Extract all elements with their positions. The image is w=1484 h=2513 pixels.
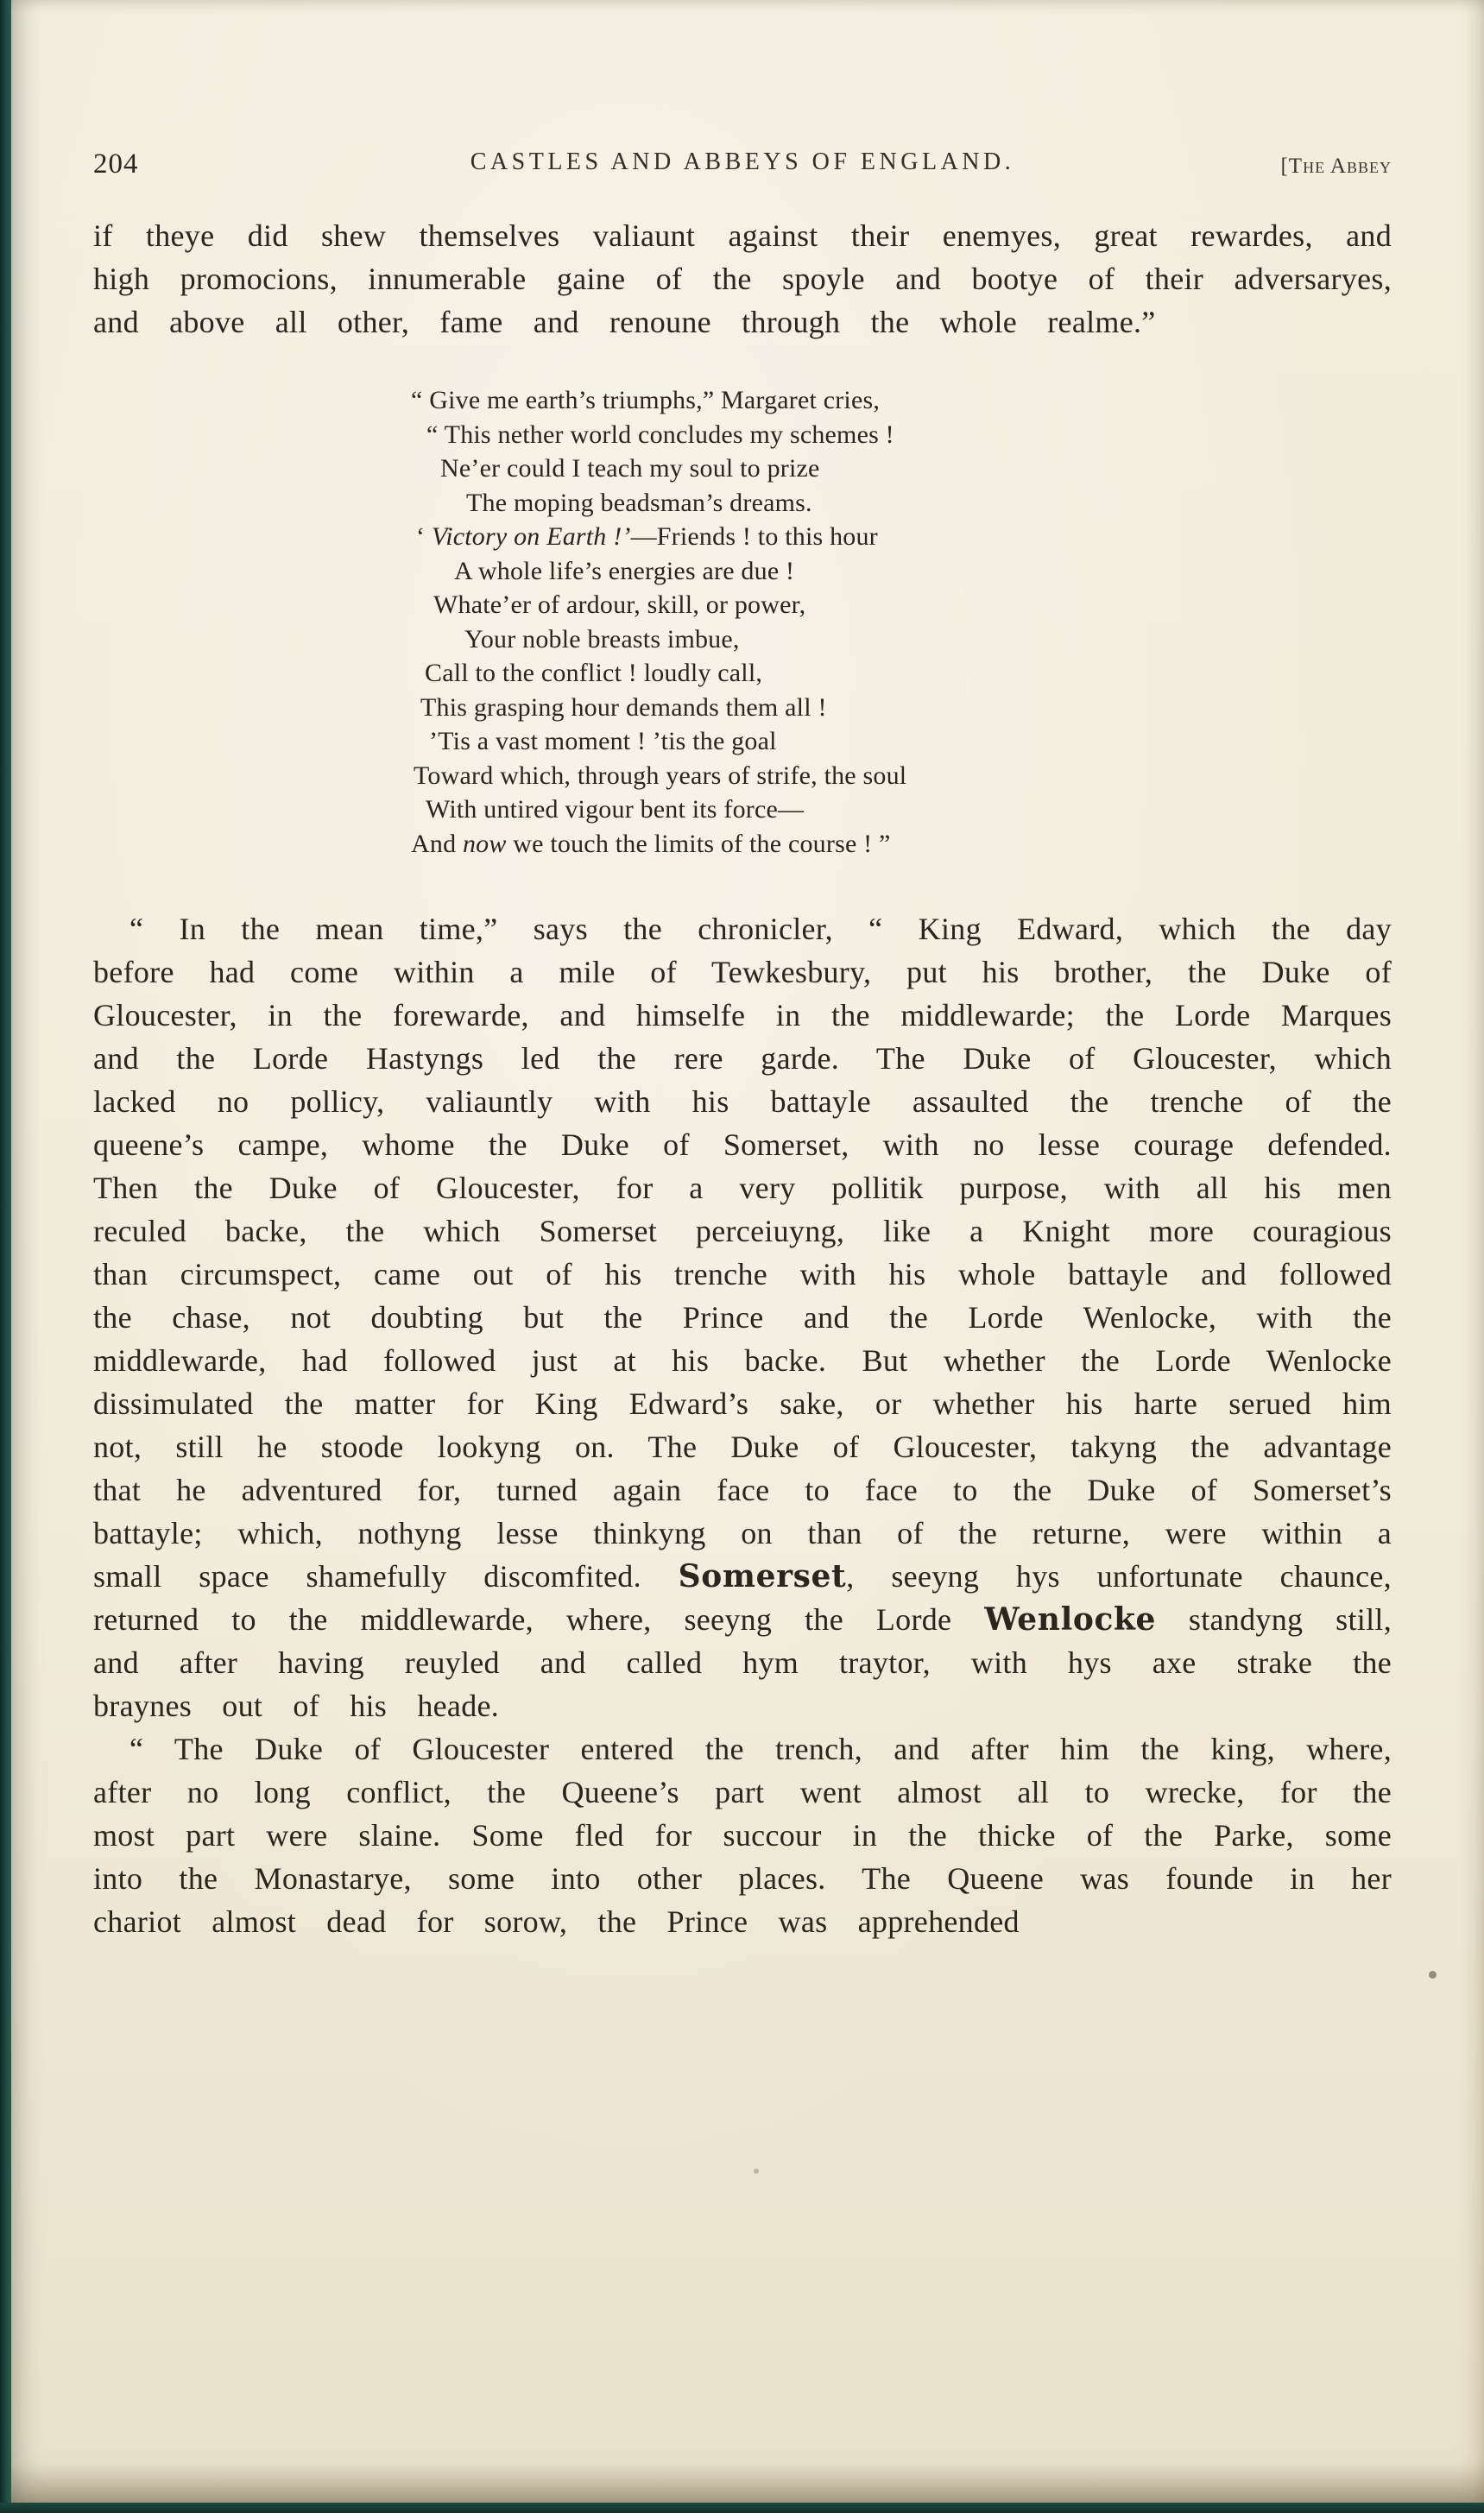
paragraph-chronicler [93, 907, 1392, 1727]
text-run: “ Give me earth’s triumphs,” Margaret cries, [411, 386, 881, 414]
italic-text: Victory on Earth !’ [431, 522, 631, 551]
text-run: “ In the mean time,” says the chronicler, “ King Edward, which the day before had come within a mile of Tewkesbury, put his brother, the Duke of Gloucester, in the forewarde, and himselfe in the middlewarde; the Lorde Marques and the Lorde Hastyngs led the rere garde. The Duke of Gloucester, which lacked no pollicy, valiauntly with his battayle assaulted the trenche of the queene’s campe, whome the Duke of Somerset, with no lesse courage defended. Then the Duke of Gloucester, for a very pollitik purpose, with all his men reculed backe, the which Somerset perceiuyng, like a Knight more couragious than circumspect, came out of his trenche with his whole battayle and followed the chase, not doubting but the Prince and the Lorde Wenlocke, with the middlewarde, had followed just at his backe. But whether the Lorde Wenlocke dissimulated the matter for King Edward’s sake, or whether his harte serued him not, still he stoode lookyng on. The Duke of Gloucester, takyng the advantage that he adventured for, turned again face to face to the Duke of Somerset’s battayle; which, nothyng lesse thinkyng on than of the returne, were within a small space shamefully discomfited. [93, 912, 1392, 1594]
poem-line [411, 451, 1392, 486]
poem-line [411, 827, 1392, 862]
paragraph-continued [93, 214, 1392, 344]
poem-line [411, 656, 1392, 691]
book-page [11, 0, 1484, 2503]
poem-line [411, 792, 1392, 827]
poem-line [411, 554, 1392, 589]
text-run: —Friends ! to this hour [630, 522, 878, 551]
text-run: , seeyng hys unfortunate chaunce, returned to the middlewarde, where, seeyng the Lorde [93, 1559, 1392, 1637]
text-run: This grasping hour demands them all ! [420, 692, 827, 722]
book-cover-edge-bottom [0, 2503, 1484, 2513]
paper-speck [754, 2169, 759, 2174]
paragraph-aftermath [93, 1727, 1392, 1943]
blackletter-word: Somerset [678, 1558, 847, 1594]
page-header [93, 148, 1392, 188]
poem-line [411, 759, 1392, 793]
text-run: Ne’er could I teach my soul to prize [440, 454, 820, 483]
poem-line [411, 520, 1392, 554]
text-run: A whole life’s energies are due ! [454, 556, 795, 585]
text-run: The moping beadsman’s dreams. [466, 488, 812, 517]
poem-line [411, 724, 1392, 759]
text-run: Whate’er of ardour, skill, or power, [433, 590, 806, 619]
text-run: if theye did shew themselves valiaunt against their enemyes, great rewardes, and high promocions, innumerable gaine of the spoyle and bootye of their adversaryes, and above all other, fame and renoune through the whole realme.” [93, 218, 1392, 339]
poem-line [411, 486, 1392, 521]
text-run: “ This nether world concludes my schemes ! [426, 420, 894, 449]
poem-line [411, 383, 1392, 418]
text-run: Call to the conflict ! loudly call, [425, 659, 763, 687]
page-content [11, 0, 1484, 2503]
text-run: ’Tis a vast moment ! ’tis the goal [429, 727, 777, 755]
paper-speck [1429, 1971, 1437, 1979]
poem-line [411, 622, 1392, 657]
blackletter-word: Wenlocke [984, 1601, 1157, 1638]
poem-quotation [411, 383, 1392, 861]
text-run: Toward which, through years of strife, the soul [414, 761, 907, 790]
text-run: With untired vigour bent its force— [426, 795, 805, 824]
text-run: standyng still, and after having reuyled and called hym traytor, with hys axe strake the braynes out of his heade. [93, 1602, 1392, 1723]
italic-text: now [462, 829, 507, 858]
poem-line [411, 418, 1392, 452]
text-run: ‘ [416, 522, 432, 551]
text-run: Your noble breasts imbue, [464, 624, 740, 654]
poem-line [411, 588, 1392, 622]
text-run: we touch the limits of the course ! ” [506, 829, 891, 858]
text-run: And [411, 829, 463, 858]
running-title: CASTLES AND ABBEYS OF ENGLAND. [470, 148, 1015, 175]
book-cover-edge-left [0, 0, 11, 2513]
page-number: 204 [93, 148, 139, 180]
text-run: “ The Duke of Gloucester entered the trench, and after him the king, where, after no long conflict, the Queene’s part went almost all to wrecke, for the most part were slaine. Some fled for succour in the thicke of the Parke, some into the Monastarye, some into other places. The Queene was founde in her chariot almost dead for sorow, the Prince was apprehended [93, 1732, 1392, 1939]
header-catchword: [The Abbey [1280, 155, 1392, 178]
poem-line [411, 691, 1392, 725]
